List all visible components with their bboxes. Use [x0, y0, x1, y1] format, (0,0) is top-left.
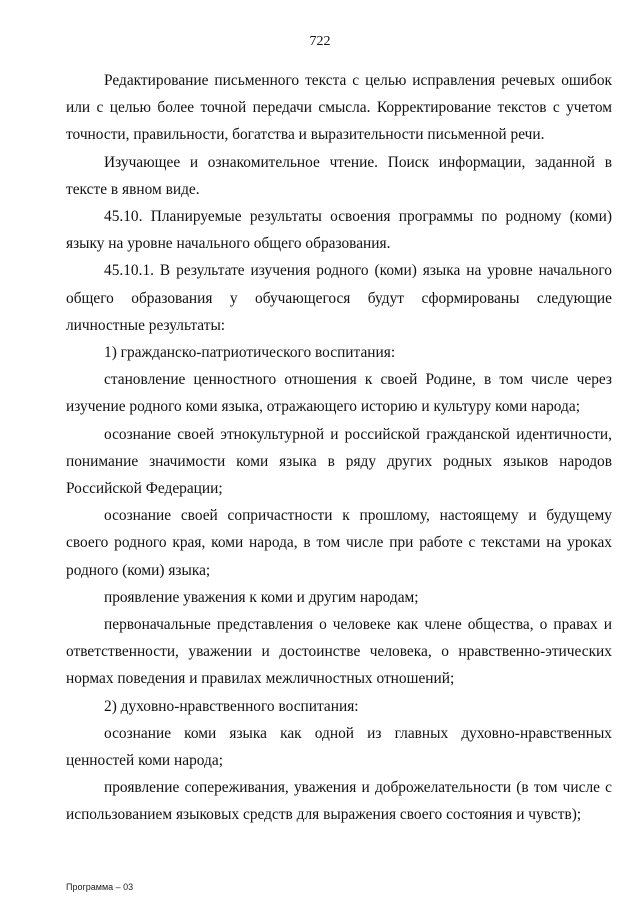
paragraph-reading: Изучающее и ознакомительное чтение. Поиск информации, заданной в тексте в явном виде.	[66, 153, 612, 198]
document-body	[66, 67, 612, 829]
list-item: проявление уважения к коми и другим народам;	[104, 588, 419, 606]
list-item: становление ценностного отношения к своей Родине, в том числе через изучение родного коми языка, отражающего историю и культуру коми народа;	[66, 371, 612, 416]
list-heading-spiritual: 2) духовно-нравственного воспитания:	[104, 697, 359, 715]
list-item: осознание своей этнокультурной и российской гражданской идентичности, понимание значимости коми языка в ряду других родных языков народов Российской Федерации;	[66, 425, 612, 498]
list-item: первоначальные представления о человеке как члене общества, о правах и ответственности, уважении и достоинстве человека, о нравственно-этических нормах поведения и правилах межличностных отношений;	[66, 616, 612, 688]
footer-program-code: Программа – 03	[66, 882, 134, 892]
list-item: осознание своей сопричастности к прошлому, настоящему и будущему своего родного края, коми народа, в том числе при работе с текстами на уроках родного (коми) языка;	[66, 507, 612, 579]
list-heading-civic: 1) гражданско-патриотического воспитания:	[104, 344, 396, 362]
paragraph-section-45-10-1: 45.10.1. В результате изучения родного (коми) языка на уровне начального общего образования у обучающегося будут сформированы следующие личностные результаты:	[66, 262, 612, 334]
paragraph-section-45-10: 45.10. Планируемые результаты освоения программы по родному (коми) языку на уровне начального общего образования.	[66, 208, 612, 253]
list-item: проявление сопереживания, уважения и доброжелательности (в том числе с использованием языковых средств для выражения своего состояния и чувств);	[66, 779, 612, 824]
paragraph-editing: Редактирование письменного текста с целью исправления речевых ошибок или с целью более точной передачи смысла. Корректирование текстов с учетом точности, правильности, богатства и выразительности письменной речи.	[66, 72, 612, 144]
page-number: 722	[309, 34, 331, 49]
list-item: осознание коми языка как одной из главных духовно-нравственных ценностей коми народа;	[66, 724, 612, 770]
